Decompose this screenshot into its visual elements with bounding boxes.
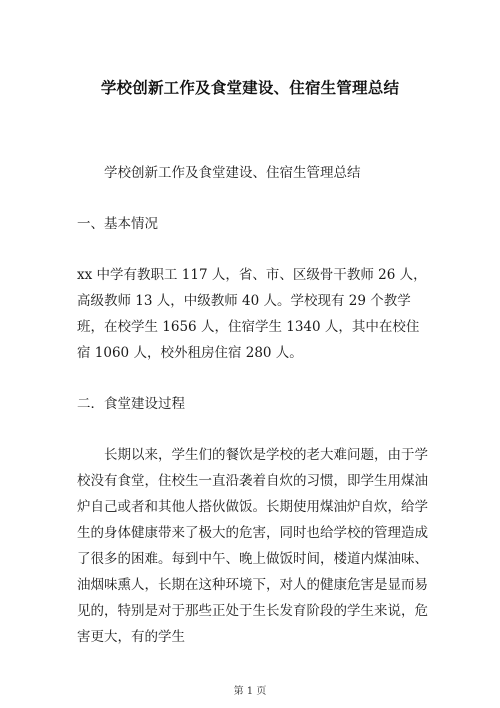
section-paragraph-canteen: 长期以来，学生们的餐饮是学校的老大难问题，由于学校没有食堂，住校生一直沿袭着自炊的习惯，即学生用煤油炉自己或者和其他人搭伙做饭。长期使用煤油炉自炊，给学生的身体健康带来了极大的危害，同时也给学校的管理造成了很多的困难。每到中午、晚上做饭时间，楼道内煤油味、油烟味熏人，长期在这种环境下，对人的健康危害是显而易见的，特别是对于那些正处于生长发育阶段的学生来说，危害更大，有的学生 bbox=[77, 447, 428, 645]
page-number: 第 1 页 bbox=[233, 686, 267, 697]
document-body bbox=[77, 160, 429, 650]
section-paragraph-basic-info: xx 中学有教职工 117 人，省、市、区级骨干教师 26 人，高级教师 13 人，中级教师 40 人。学校现有 29 个教学班，在校学生 1656 人，住宿学生 1340 人，其中在校住宿 1060 人，校外租房住宿 280 人。 bbox=[77, 267, 427, 361]
spacer bbox=[77, 237, 429, 262]
section-heading-basic-info: 一、基本情况 bbox=[77, 216, 158, 232]
spacer bbox=[77, 186, 429, 211]
spacer bbox=[77, 366, 429, 391]
document-title: 学校创新工作及食堂建设、住宿生管理总结 bbox=[100, 79, 400, 97]
spacer bbox=[77, 417, 429, 442]
section-heading-canteen: 二．食堂建设过程 bbox=[77, 396, 185, 412]
document-subtitle: 学校创新工作及食堂建设、住宿生管理总结 bbox=[104, 165, 361, 181]
